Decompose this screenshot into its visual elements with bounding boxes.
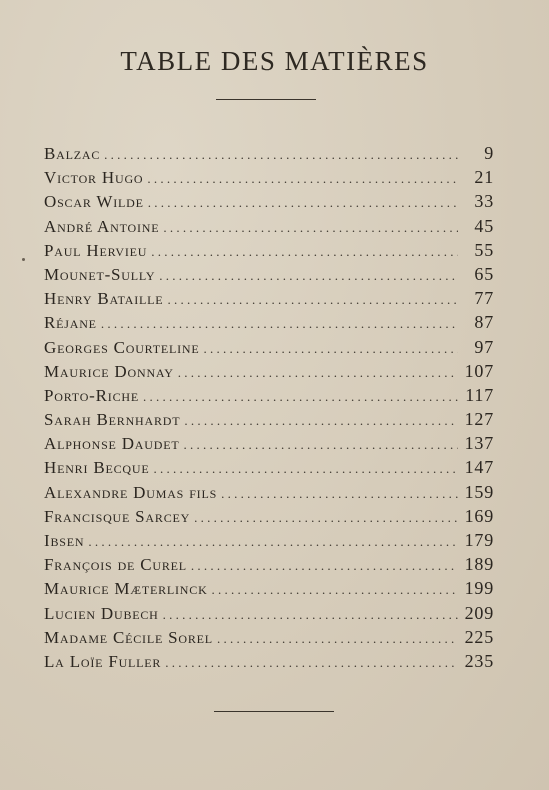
toc-entry-name: Henry Bataille bbox=[44, 289, 164, 309]
toc-entry bbox=[44, 216, 494, 240]
toc-entry-name: Henri Becque bbox=[44, 458, 150, 478]
toc-entry-page: 147 bbox=[464, 457, 494, 478]
toc-entry bbox=[44, 191, 494, 215]
toc-entry bbox=[44, 240, 494, 264]
dot-leader bbox=[178, 365, 458, 381]
dot-leader bbox=[104, 147, 458, 163]
toc-entry-name: Georges Courteline bbox=[44, 337, 200, 357]
toc-entry bbox=[44, 627, 494, 651]
toc-entry bbox=[44, 409, 494, 433]
page-title: TABLE DES MATIÈRES bbox=[120, 46, 429, 76]
toc-entry bbox=[44, 264, 494, 288]
toc-entry bbox=[44, 651, 494, 675]
toc-entry-page: 107 bbox=[464, 360, 494, 381]
toc-entry-page: 209 bbox=[464, 602, 494, 623]
dot-leader bbox=[153, 461, 458, 477]
toc-entry-name: Porto-Riche bbox=[44, 385, 139, 405]
toc-entry bbox=[44, 143, 494, 167]
dot-leader bbox=[204, 341, 458, 357]
paper-mark bbox=[22, 258, 25, 261]
toc-entry-name: Francisque Sarcey bbox=[44, 506, 191, 526]
toc-entry bbox=[44, 433, 494, 457]
toc-entry-name: Mounet-Sully bbox=[44, 264, 156, 284]
toc-entry bbox=[44, 457, 494, 481]
dot-leader bbox=[212, 582, 458, 598]
toc-entry-page: 65 bbox=[474, 263, 494, 284]
toc-entry-page: 21 bbox=[474, 167, 494, 188]
dot-leader bbox=[148, 195, 458, 211]
toc-entry bbox=[44, 482, 494, 506]
toc-entry-page: 137 bbox=[464, 433, 494, 454]
toc-entry-name: La Loïe Fuller bbox=[44, 651, 162, 671]
toc-entry-page: 77 bbox=[474, 288, 494, 309]
toc-entry-page: 179 bbox=[464, 530, 494, 550]
dot-leader bbox=[147, 171, 458, 187]
toc-entry bbox=[44, 167, 494, 191]
dot-leader bbox=[151, 244, 458, 260]
toc-entry bbox=[44, 312, 494, 336]
toc-entry bbox=[44, 506, 494, 530]
toc-entry-name: Victor Hugo bbox=[44, 168, 144, 188]
toc-entry-page: 9 bbox=[484, 143, 494, 163]
end-rule bbox=[214, 711, 334, 712]
toc-entry bbox=[44, 603, 494, 627]
toc-entry-page: 189 bbox=[464, 554, 494, 575]
toc-entry-name: Balzac bbox=[44, 144, 101, 163]
dot-leader bbox=[194, 510, 458, 526]
toc-entry-name: Lucien Dubech bbox=[44, 603, 159, 623]
toc-entry-page: 97 bbox=[474, 336, 494, 357]
dot-leader bbox=[163, 607, 458, 623]
dot-leader bbox=[183, 437, 458, 453]
toc-entry-page: 55 bbox=[474, 239, 494, 260]
toc-entry-name: Maurice Mæterlinck bbox=[44, 579, 208, 599]
toc-entry-name: Réjane bbox=[44, 313, 97, 333]
toc-entry-page: 169 bbox=[464, 505, 494, 526]
toc-entry-name: Maurice Donnay bbox=[44, 361, 174, 381]
toc-entry-name: Alphonse Daudet bbox=[44, 434, 180, 454]
title-rule bbox=[216, 99, 316, 100]
toc-entry-name: Alexandre Dumas fils bbox=[44, 482, 218, 502]
toc-entry-page: 225 bbox=[464, 626, 494, 647]
dot-leader bbox=[191, 558, 458, 574]
toc-entry bbox=[44, 554, 494, 578]
toc-entry bbox=[44, 337, 494, 361]
toc-entry bbox=[44, 385, 494, 409]
dot-leader bbox=[163, 220, 458, 236]
toc-entry bbox=[44, 578, 494, 602]
toc-entry-name: Ibsen bbox=[44, 531, 85, 550]
dot-leader bbox=[101, 316, 458, 332]
toc-entry bbox=[44, 288, 494, 312]
toc-entry-name: André Antoine bbox=[44, 216, 160, 236]
toc-entry-name: Oscar Wilde bbox=[44, 192, 144, 212]
toc-entry bbox=[44, 361, 494, 385]
dot-leader bbox=[159, 268, 458, 284]
dot-leader bbox=[184, 413, 458, 429]
dot-leader bbox=[88, 534, 458, 550]
dot-leader bbox=[221, 486, 458, 502]
toc-entry-page: 235 bbox=[464, 650, 494, 671]
toc-entry-page: 87 bbox=[474, 312, 494, 333]
toc-entry-name: Paul Hervieu bbox=[44, 240, 148, 260]
dot-leader bbox=[143, 389, 458, 405]
toc-entry-page: 33 bbox=[474, 191, 494, 212]
toc-entry-name: Sarah Bernhardt bbox=[44, 410, 181, 430]
toc-entry-name: Madame Cécile Sorel bbox=[44, 627, 213, 647]
toc-entry-name: François de Curel bbox=[44, 555, 187, 575]
dot-leader bbox=[165, 655, 458, 671]
dot-leader bbox=[167, 292, 458, 308]
toc-entry-page: 159 bbox=[464, 481, 494, 502]
dot-leader bbox=[217, 631, 458, 647]
toc-entry-page: 45 bbox=[474, 215, 494, 236]
table-of-contents bbox=[44, 143, 494, 675]
toc-entry-page: 199 bbox=[464, 578, 494, 599]
toc-entry-page: 127 bbox=[464, 409, 494, 430]
toc-entry bbox=[44, 530, 494, 554]
toc-entry-page: 117 bbox=[465, 384, 494, 405]
